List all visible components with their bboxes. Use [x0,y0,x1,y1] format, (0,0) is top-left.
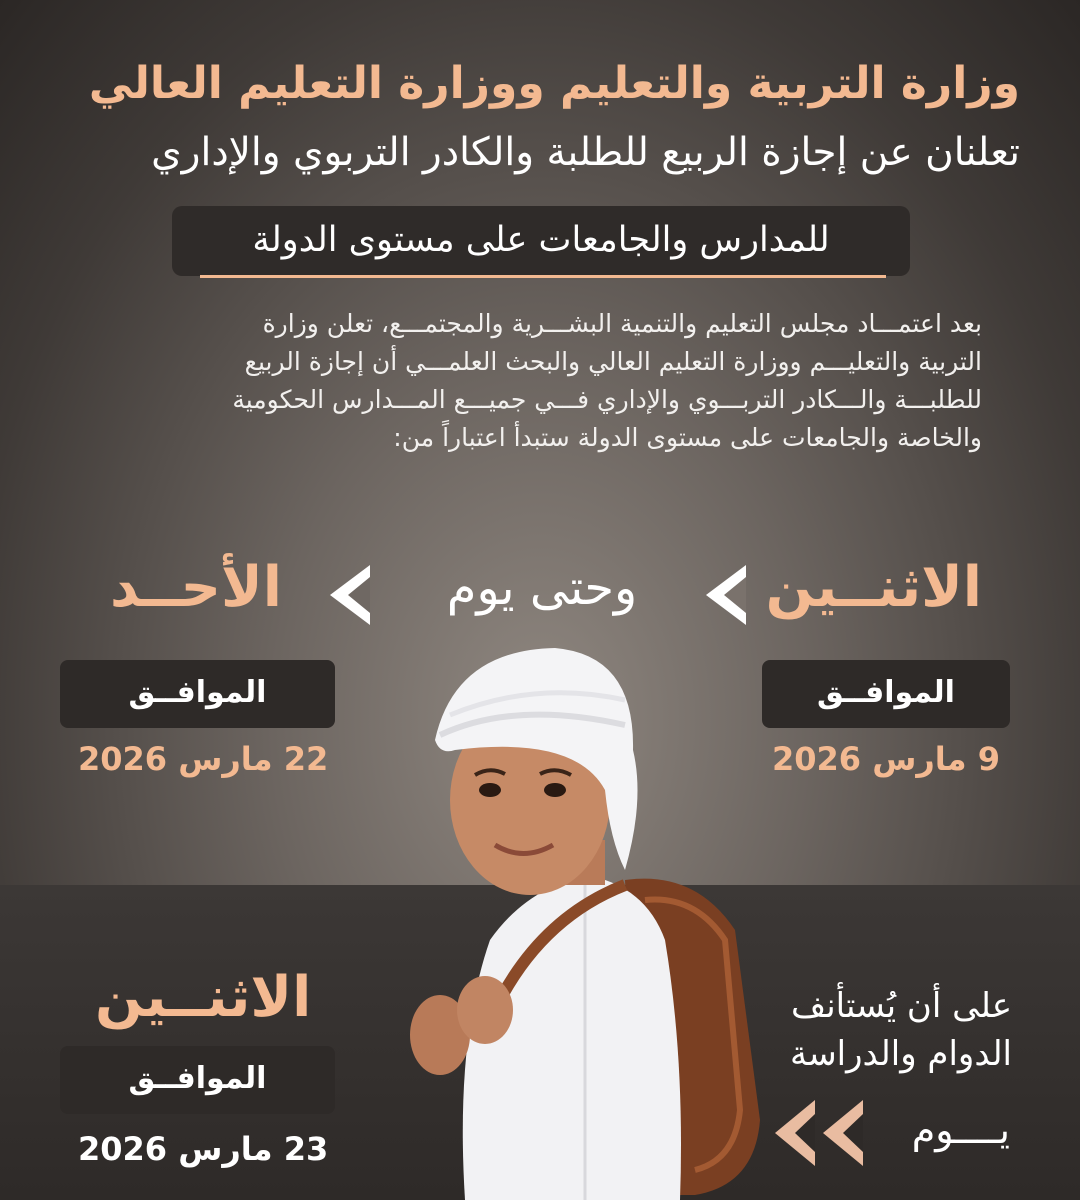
resumption-line: الدوام والدراسة [789,1034,1012,1074]
student-with-backpack-image [395,640,775,1200]
scope-banner [172,206,910,276]
end-date: 22 مارس 2026 [78,740,329,778]
start-day: الاثنــين [765,555,982,620]
end-date-label: الموافــق [60,660,335,728]
resumption-day-word: يــــوم [911,1108,1010,1152]
page-title: وزارة التربية والتعليم ووزارة التعليم العالي [88,58,1020,109]
scope-banner-text: للمدارس والجامعات على مستوى الدولة [252,220,830,260]
end-day: الأحــد [110,555,282,620]
paragraph-line: التربية والتعليـــم ووزارة التعليم العالي والبحث العلمـــي أن إجازة الربيع [244,347,982,376]
page-subtitle: تعلنان عن إجازة الربيع للطلبة والكادر التربوي والإداري [151,130,1020,175]
double-chevron-left-icon [775,1100,865,1166]
start-date: 9 مارس 2026 [771,740,1000,778]
paragraph-line: والخاصة والجامعات على مستوى الدولة ستبدأ اعتباراً من: [393,423,982,452]
chevron-left-icon [330,565,370,625]
scope-underline [200,275,886,278]
until-connector: وحتى يوم [446,560,638,616]
resumption-day: الاثنــين [95,965,312,1030]
resumption-date-label: الموافــق [60,1046,335,1114]
chevron-left-icon [706,565,746,625]
resumption-date: 23 مارس 2026 [78,1130,329,1168]
start-date-label: الموافــق [762,660,1010,728]
paragraph-line: بعد اعتمـــاد مجلس التعليم والتنمية البشـــرية والمجتمـــع، تعلن وزارة [262,309,982,338]
resumption-line: على أن يُستأنف [791,986,1012,1026]
resumption-text [790,982,1012,1078]
announcement-paragraph [70,305,982,457]
paragraph-line: للطلبـــة والـــكادر التربـــوي والإداري فـــي جميـــع المـــدارس الحكومية [232,385,982,414]
